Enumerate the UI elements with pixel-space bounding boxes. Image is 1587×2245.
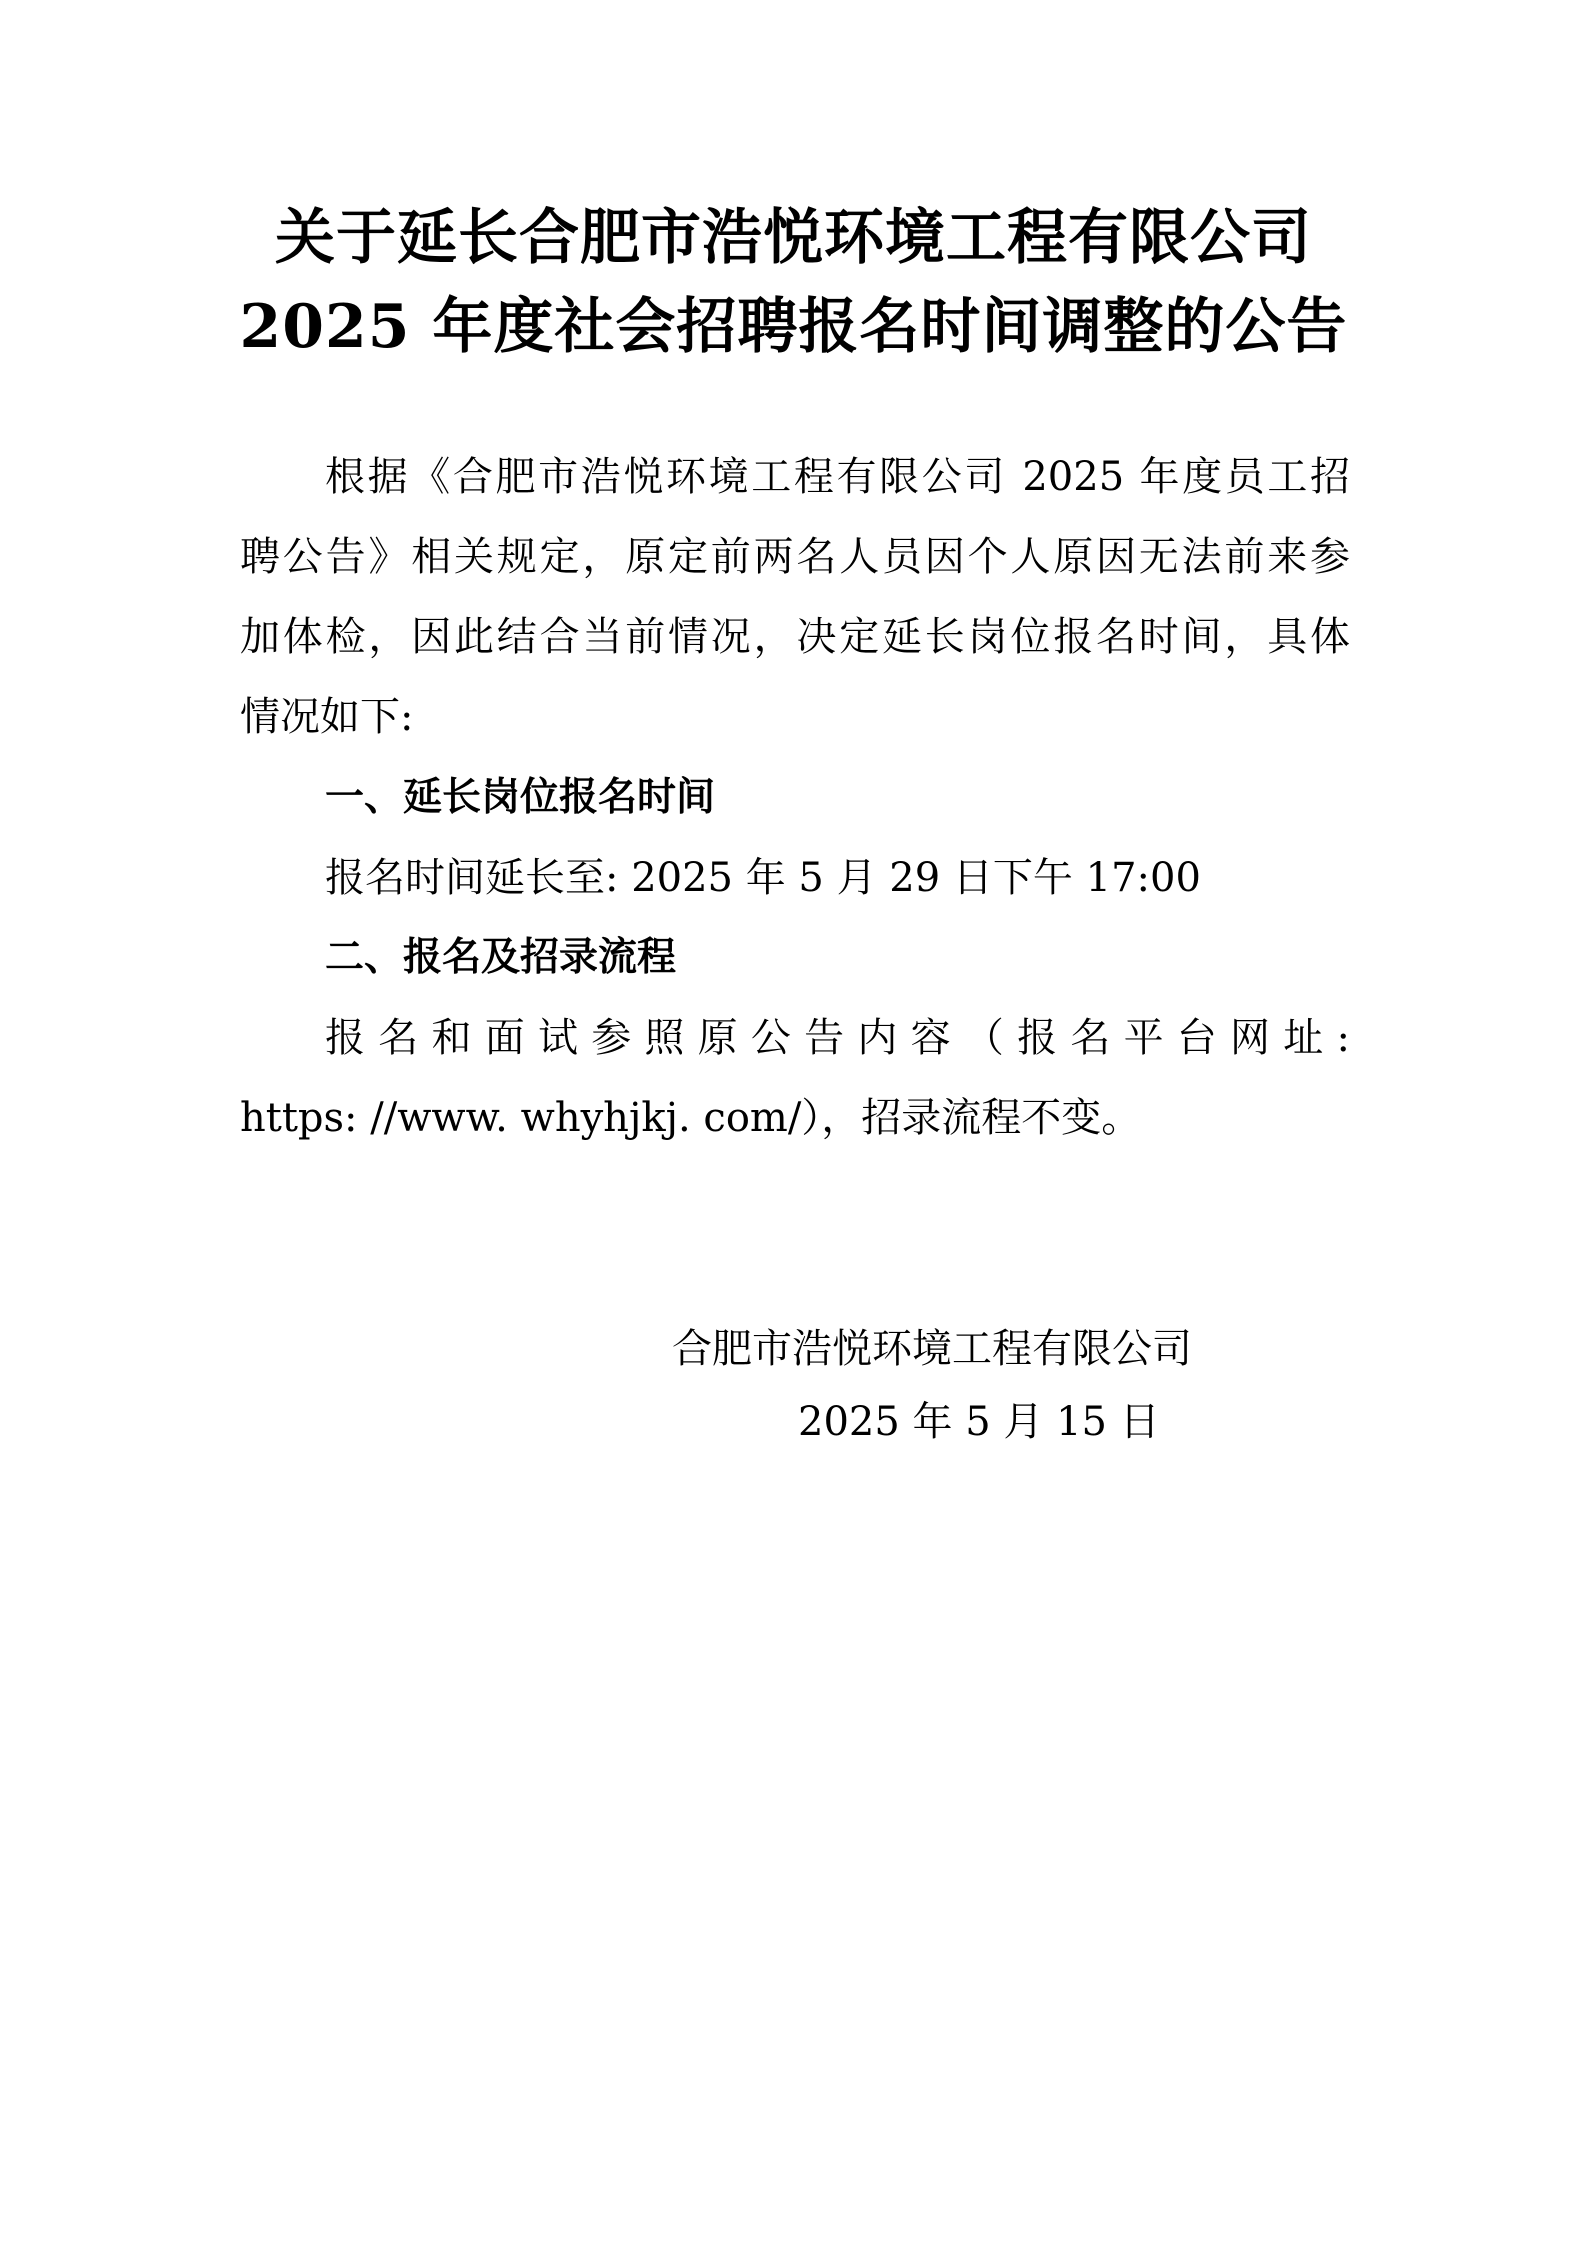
section-1-text: 报名时间延长至: 2025 年 5 月 29 日下午 17:00 <box>325 855 1201 901</box>
signature-company: 合肥市浩悦环境工程有限公司 <box>672 1326 1192 1372</box>
section-1-heading: 一、延长岗位报名时间 <box>325 775 716 820</box>
section-2-heading: 二、报名及招录流程 <box>325 935 677 980</box>
intro-paragraph-line-4: 情况如下: <box>240 694 414 740</box>
notice-title-line-1: 关于延长合肥市浩悦环境工程有限公司 <box>275 203 1312 273</box>
intro-paragraph-line-1: 根据《合肥市浩悦环境工程有限公司 2025 年度员工招 <box>325 454 1350 500</box>
notice-title-line-2: 2025 年度社会招聘报名时间调整的公告 <box>239 292 1348 362</box>
section-2-text-line-2: https: //www. whyhjkj. com/），招录流程不变。 <box>240 1095 1142 1141</box>
signature-date: 2025 年 5 月 15 日 <box>798 1399 1160 1445</box>
section-2-text-line-1: 报名和面试参照原公告内容（报名平台网址: <box>325 1015 1350 1061</box>
intro-paragraph-line-2: 聘公告》相关规定，原定前两名人员因个人原因无法前来参 <box>240 534 1350 580</box>
intro-paragraph-line-3: 加体检，因此结合当前情况，决定延长岗位报名时间，具体 <box>240 614 1350 660</box>
